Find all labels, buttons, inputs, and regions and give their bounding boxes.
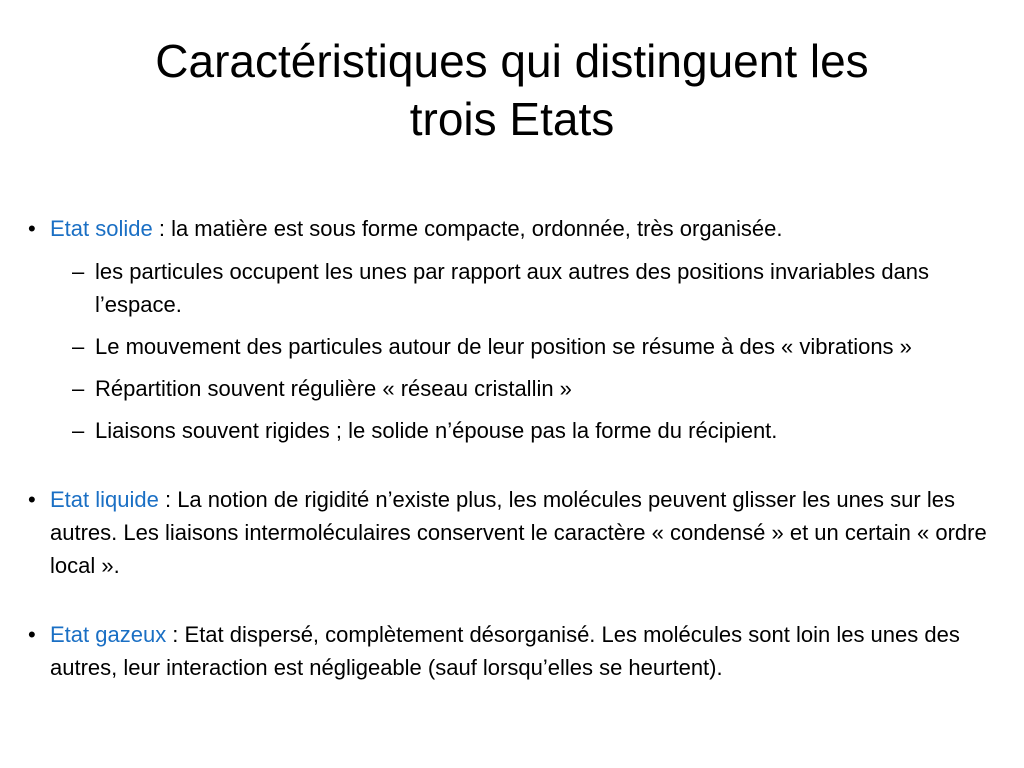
keyterm-liquid: Etat liquide [50, 487, 159, 512]
bullet-text: : La notion de rigidité n’existe plus, les molécules peuvent glisser les unes sur les autres. Les liaisons intermoléculaires conservent le caractère « condensé » et un certain « ordre local ». [50, 487, 987, 578]
subitem [28, 372, 1008, 405]
bullet-solid-state [28, 212, 1008, 245]
bullet-text: : la matière est sous forme compacte, ordonnée, très organisée. [152, 216, 783, 241]
subitem [28, 414, 1008, 447]
subitem-text: Le mouvement des particules autour de leur position se résume à des « vibrations » [95, 334, 912, 359]
subitem-text: les particules occupent les unes par rapport aux autres des positions invariables dans l’espace. [95, 259, 930, 317]
bullet-marker: • [28, 487, 36, 512]
keyterm-solid: Etat solide [50, 216, 153, 241]
bullet-gas-state [28, 618, 1008, 684]
solid-subitems [28, 255, 1008, 447]
bullet-text: : Etat dispersé, complètement désorganisé. Les molécules sont loin les unes des autres, leur interaction est négligeable (sauf lorsqu’elles se heurtent). [50, 622, 960, 680]
slide-title [60, 32, 964, 148]
bullet-liquid-state [28, 483, 1008, 582]
subitem [28, 255, 1008, 321]
dash-marker: – [72, 418, 85, 443]
subitem-text: Liaisons souvent rigides ; le solide n’épouse pas la forme du récipient. [95, 418, 778, 443]
title-line-2: trois Etats [409, 93, 615, 145]
keyterm-gas: Etat gazeux [50, 622, 167, 647]
slide-content [28, 212, 1008, 684]
dash-marker: – [72, 376, 85, 401]
dash-marker: – [72, 259, 85, 284]
subitem-text: Répartition souvent régulière « réseau cristallin » [95, 376, 572, 401]
subitem [28, 330, 1008, 363]
dash-marker: – [72, 334, 85, 359]
bullet-marker: • [28, 216, 36, 241]
title-line-1: Caractéristiques qui distinguent les [155, 35, 869, 87]
bullet-marker: • [28, 622, 36, 647]
